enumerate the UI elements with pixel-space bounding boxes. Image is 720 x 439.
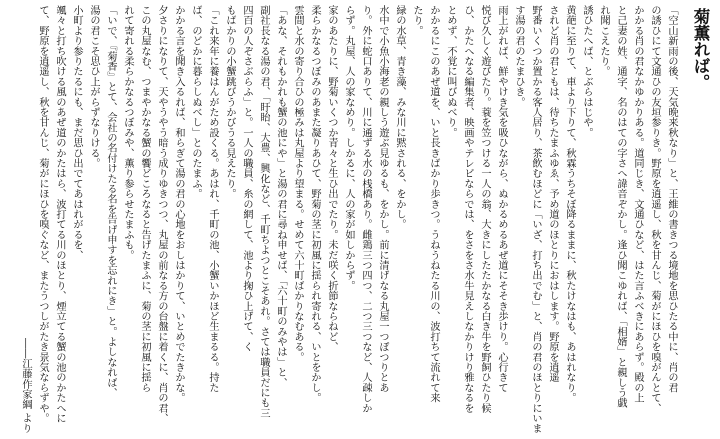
- text-column: 野番いくつか置かる客人居り、茶飲むほどに「いざ、打ち出でむ」と、肖の君のほとりにいま: [530, 5, 541, 434]
- text-column: らず。丸屋、人の家なめり。しかるに、人の家が如しからず。: [343, 5, 354, 291]
- document-title: 菊薫れば。: [691, 8, 710, 91]
- text-column: もばかりの小蟹跳びうかびうる見えたり。: [224, 5, 235, 199]
- text-column: す湯の君のたまひき。: [513, 5, 524, 107]
- text-column: 悦び久しく遊びたり。蓑を笠つける一人の翁、大きにしたたかなる白き牛を野飼ひたり候: [479, 5, 490, 413]
- text-column: 水中で小魚小海老の親しう遊ぶ見ゆるも、をかし。前に清げなる丸屋一つぽつりとあ: [377, 5, 388, 393]
- text-column: 四百の人ぞさぶらふ」と。一人の職員、糸の網して、池より掬ひ上げて、く: [241, 5, 252, 352]
- text-column: ば、のどかに暮らしぬべし」とのたまふ。: [190, 5, 201, 199]
- text-column: 「空山新雨の後、天気晩来秋なり」と、王維の書きつる境地を思ひたる中に、肖の君: [666, 5, 677, 393]
- text-column: 湯の君こそ思ひ上がらずなりける。: [88, 5, 99, 169]
- text-column: の誘ひにて文通ひの友垣参りき。野原を逍遥し、秋を甘んじ、菊がにほひを嗅がんとて、: [649, 5, 660, 413]
- text-column: り。外に蛇口ありて、川に通ずる水の桟橋あり。雌鶏三つ四つ、二つ三つなど、人疎しか: [360, 5, 371, 413]
- text-column: 「これ来年に養はんがため設くる。あはれ、千町の池、小蟹いかほど生まるる。持た: [207, 5, 218, 393]
- text-column: とめず、不覚に叫びぬべり。: [445, 5, 456, 138]
- text-column: れて寄れる柔らかなるつぼみや、薫り参らせたまふも。: [122, 5, 133, 260]
- text-column: たり。: [411, 5, 422, 36]
- text-column: 黄葩に至りて、車より下りて、秋霖うちそぼ降るままに、秋たけなはも、あはれなり。: [564, 5, 575, 403]
- text-column: れ聞こえたり。: [598, 5, 609, 77]
- text-column: 柔らかなるつぼみのあまた凝りあひて、野菊の茎に初風に揺られ寄れる、いとをかし。: [309, 5, 320, 403]
- text-column: て、野原を逍遥し、秋を甘んじ、菊がにほひを嗅ぐなど、またうつしがたき景気ならずや。: [37, 5, 48, 424]
- text-column: この丸屋なむ、つまやかなる蟹の饗どころなると告げたまふに、菊の茎に初風に揺ら: [139, 5, 150, 393]
- text-column: 雲間と水の寄り合ひの極みは丸屋より望まる。せめて六十町ばかりなむある。: [292, 5, 303, 362]
- text-column: 副社長なる湯の君、「盱眙、大豊、興化など、千町ちよつとこそあれ。さては職員だにも三: [258, 5, 269, 419]
- text-column: 雨上がれば、鮮やけき気を吸ひながら、ぬかるめるあぜ道にそそき歩けり。心行きて: [496, 5, 507, 393]
- text-column: 緑の水草、青き藻、みな川に黙される、をかし。: [394, 5, 405, 230]
- text-column: かかるにこのあぜ道を、いと長きばかり歩きつ。うねうねたる川の、波打ちて流れて来: [428, 5, 439, 403]
- text-column: 「あな、それもかれも蟹の池にや」と湯の君に尋ね申せば、「六十町のみやは」と、: [275, 5, 286, 388]
- text-column: と己妻の姓、通字、名のはての字さへ諱音ぞかし。逢ひ聞こゆれば、「相婿」と親しう戯: [615, 5, 626, 408]
- text-column: 家のあたりに、野菊いくつか青々と生ひ出でたり。未だ咲く折節ならねど、: [326, 5, 337, 352]
- text-column: かかる言を聞き入るれば、和らぎて湯の君の心地をおしはかりて、いとめでたきかな。: [173, 5, 184, 403]
- text-column: ひ、かたへなる編集者、映画やテレビならでは、をさをさ水牛見えしなかりけり雅なるを: [462, 5, 473, 413]
- body-text: [34, 5, 680, 437]
- text-column: かかる肖の君なかゆかりある。道同じき、文通ひなど、はた言ふべきにあらず。殿の上: [632, 5, 643, 403]
- author-signature: ――江藤作家綱 より: [20, 337, 31, 433]
- text-column: 誘ひたへば、とぶらはじや。: [581, 5, 592, 138]
- text-column: 夕さりになりて、天やうやう暗う成りゆきつつ、丸屋の前なる方の台盤に着くに、肖の君、: [156, 5, 167, 424]
- text-column: 小町より参りたるにも、まだ思ひ出でてあはれがるを、: [71, 5, 82, 260]
- text-column: されど肖の君ともは、待ちたまふゆゑ、予め道のほとりにおはします。野原を逍遥: [547, 5, 558, 383]
- text-column: 颯々と打ち吹ける風のあぜ道のかたはら、波打てる川のほとり、煙立てる蟹の池のかたへに: [54, 5, 65, 424]
- text-column: 「いで、『菊香』とて、会社の名付けたる名を告げ申すを忘れにき」と。よしなれば、: [105, 5, 116, 398]
